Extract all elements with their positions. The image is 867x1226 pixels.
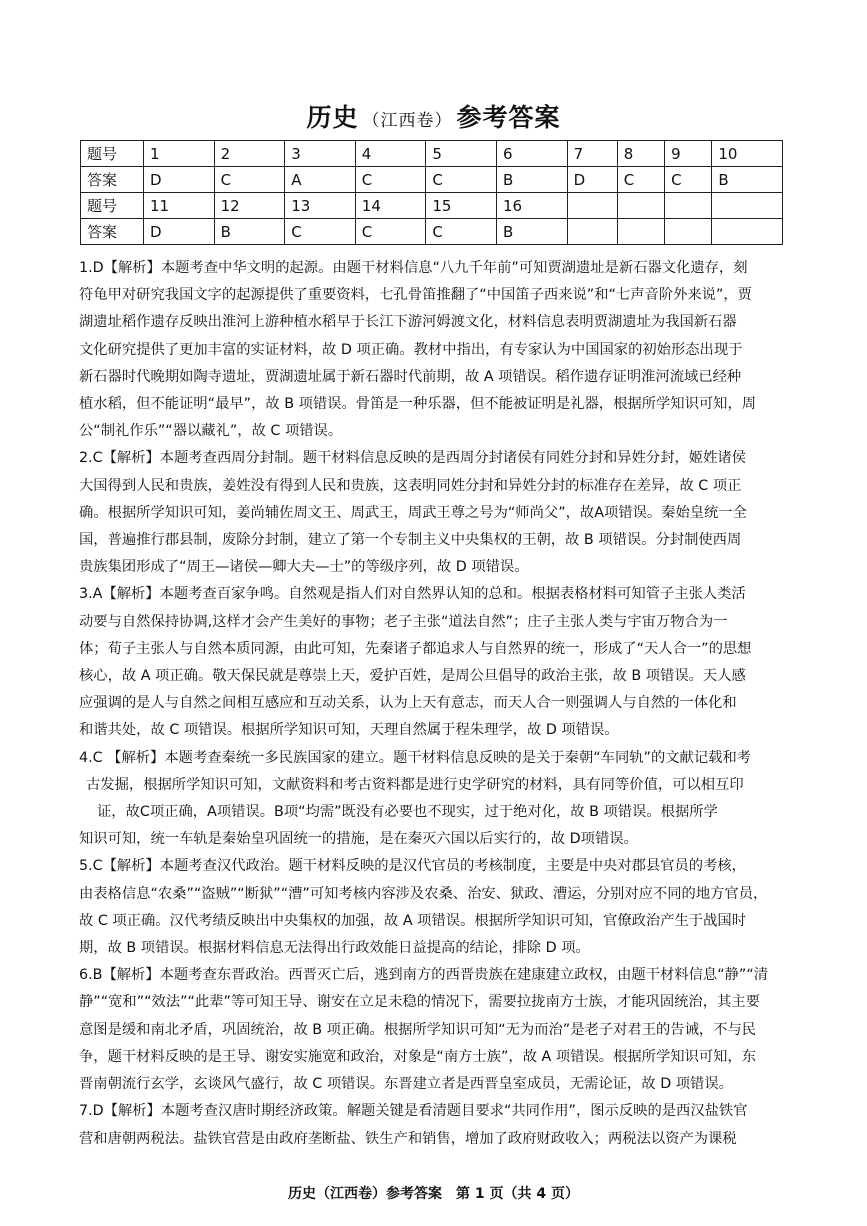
explanation-item xyxy=(79,1098,791,1152)
explanation-line: 2.C【解析】本题考查西周分封制。题干材料信息反映的是西周分封诸侯有同姓分封和异姓分封，姬姓诸侯 xyxy=(79,450,746,467)
answer-cell: 8 xyxy=(617,141,664,167)
explanation-line: 静”“宽和”“效法”“此辈”等可知王导、谢安在立足未稳的情况下，需要拉拢南方士族，才能巩固统治，其主要 xyxy=(79,994,760,1011)
answer-cell: 10 xyxy=(712,141,783,167)
title-sub: （江西卷） xyxy=(362,111,453,131)
explanation-item xyxy=(79,745,791,854)
explanation-line: 古发掘，根据所学知识可知，文献资料和考古资料都是进行史学研究的材料，具有同等价值，可以相互印 xyxy=(86,776,744,793)
answer-cell: 2 xyxy=(214,141,285,167)
answer-cell: D xyxy=(144,219,215,245)
explanation-line: 5.C【解析】本题考查汉代政治。题干材料反映的是汉代官员的考核制度，主要是中央对郡县官员的考核， xyxy=(79,858,746,875)
explanation-line: 贵族集团形成了“周王—诸侯—卿大夫—士”的等级序列，故 D 项错误。 xyxy=(79,559,529,576)
answer-cell: 5 xyxy=(426,141,497,167)
explanation-line: 营和唐朝两税法。盐铁官营是由政府垄断盐、铁生产和销售，增加了政府财政收入；两税法以资产为课税 xyxy=(79,1130,737,1147)
explanation-line: 3.A【解析】本题考查百家争鸣。自然观是指人们对自然界认知的总和。根据表格材料可知管子主张人类活 xyxy=(79,586,746,603)
answer-cell: 1 xyxy=(144,141,215,167)
explanation-line: 体；荀子主张人与自然本质同源，由此可知，先秦诸子都追求人与自然界的统一，形成了“天人合一”的思想 xyxy=(79,640,752,657)
answer-cell: D xyxy=(144,167,215,193)
answer-cell: C xyxy=(426,167,497,193)
answer-cell: 3 xyxy=(285,141,356,167)
answer-cell: 6 xyxy=(496,141,567,167)
answer-cell: A xyxy=(285,167,356,193)
answer-cell: 4 xyxy=(355,141,426,167)
answer-table xyxy=(80,140,783,245)
answer-cell: 11 xyxy=(144,193,215,219)
answer-cell: C xyxy=(355,167,426,193)
answer-table-row xyxy=(81,167,783,193)
row-header-cell: 题号 xyxy=(81,141,144,167)
page-footer: 历史（江西卷）参考答案 第 1 页（共 4 页） xyxy=(288,1186,579,1202)
answer-cell xyxy=(617,219,664,245)
answer-cell xyxy=(712,193,783,219)
explanation-line: 争，题干材料反映的是王导、谢安实施宽和政治，对象是“南方士族”，故 A 项错误。根据所学知识可知，东 xyxy=(79,1048,757,1065)
answer-cell xyxy=(567,219,617,245)
row-header-cell: 答案 xyxy=(81,167,144,193)
answer-cell: C xyxy=(665,167,712,193)
explanation-line: 意图是缓和南北矛盾，巩固统治，故 B 项正确。根据所学知识可知“无为而治”是老子对君王的告诫，不与民 xyxy=(79,1021,757,1038)
explanation-line: 6.B【解析】本题考查东晋政治。西晋灭亡后，逃到南方的西晋贵族在建康建立政权，由题干材料信息“静”“清 xyxy=(79,967,769,984)
title-main: 历史 xyxy=(306,103,359,132)
explanation-line: 应强调的是人与自然之间相互感应和互动关系，认为上天有意志，而天人合一则强调人与自然的一体化和 xyxy=(79,695,737,712)
explanation-line: 证，故C项正确，A项错误。B项“均需”既没有必要也不现实，过于绝对化，故 B 项错误。根据所学 xyxy=(97,804,718,821)
answer-cell: B xyxy=(496,219,567,245)
explanation-line: 文化研究提供了更加丰富的实证材料，故 D 项正确。教材中指出，有专家认为中国国家的初始形态出现于 xyxy=(79,341,743,358)
page-title xyxy=(0,98,867,134)
explanation-line: 知识可知，统一车轨是秦始皇巩固统一的措施，是在秦灭六国以后实行的，故 D项错误。 xyxy=(79,831,638,848)
explanation-line: 1.D【解析】本题考查中华文明的起源。由题干材料信息“八九千年前”可知贾湖遗址是新石器文化遗存，刻 xyxy=(79,260,748,276)
answer-cell: D xyxy=(567,167,617,193)
explanation-item xyxy=(79,962,791,1098)
answer-cell xyxy=(665,219,712,245)
answer-cell: C xyxy=(355,219,426,245)
explanation-line: 植水稻，但不能证明“最早”，故 B 项错误。骨笛是一种乐器，但不能被证明是礼器，根据所学知识可知，周 xyxy=(79,396,757,413)
explanation-line: 和谐共处，故 C 项错误。根据所学知识可知，天理自然属于程朱理学，故 D 项错误。 xyxy=(79,722,619,739)
answer-cell: 12 xyxy=(214,193,285,219)
explanation-line: 国，普遍推行郡县制，废除分封制，建立了第一个专制主义中央集权的王朝，故 B 项错误。分封制使西周 xyxy=(79,532,742,549)
answer-cell: 13 xyxy=(285,193,356,219)
explanation-item xyxy=(79,853,791,962)
answer-cell: C xyxy=(617,167,664,193)
answer-cell: C xyxy=(214,167,285,193)
explanation-item xyxy=(79,581,791,744)
answer-cell: B xyxy=(712,167,783,193)
answer-cell: B xyxy=(496,167,567,193)
answer-cell xyxy=(567,193,617,219)
answer-cell xyxy=(712,219,783,245)
explanation-line: 期，故 B 项错误。根据材料信息无法得出行政效能日益提高的结论，排除 D 项。 xyxy=(79,940,590,957)
answer-cell: C xyxy=(426,219,497,245)
explanation-line: 确。根据所学知识可知，姜尚辅佐周文王、周武王，周武王尊之号为“师尚父”，故A项错误。秦始皇统一全 xyxy=(79,504,747,521)
answer-cell: 7 xyxy=(567,141,617,167)
answer-table-row xyxy=(81,219,783,245)
explanation-line: 故 C 项正确。汉代考绩反映出中央集权的加强，故 A 项错误。根据所学知识可知，官僚政治产生于战国时 xyxy=(79,912,746,929)
row-header-cell: 答案 xyxy=(81,219,144,245)
explanation-item xyxy=(79,445,791,581)
explanation-line: 湖遗址稻作遗存反映出淮河上游种植水稻早于长江下游河姆渡文化，材料信息表明贾湖遗址为我国新石器 xyxy=(79,314,737,331)
explanation-line: 大国得到人民和贵族，姜姓没有得到人民和贵族，这表明同姓分封和异姓分封的标准存在差异，故 C 项正 xyxy=(79,477,742,494)
answer-cell: B xyxy=(214,219,285,245)
explanation-line: 7.D【解析】本题考查汉唐时期经济政策。解题关键是看清题目要求“共同作用”，图示反映的是西汉盐铁官 xyxy=(79,1103,748,1120)
answer-cell xyxy=(665,193,712,219)
explanation-line: 公“制礼作乐”“器以藏礼”，故 C 项错误。 xyxy=(79,423,343,440)
row-header-cell: 题号 xyxy=(81,193,144,219)
explanation-line: 核心，故 A 项正确。敬天保民就是尊崇上天，爱护百姓，是周公旦倡导的政治主张，故 B 项错误。天人感 xyxy=(79,668,746,685)
title-tail: 参考答案 xyxy=(456,103,561,132)
answer-cell: 16 xyxy=(496,193,567,219)
answer-cell: 9 xyxy=(665,141,712,167)
explanation-line: 动要与自然保持协调,这样才会产生美好的事物；老子主张“道法自然”；庄子主张人类与宇宙万物合为一 xyxy=(79,613,728,630)
answer-cell: 15 xyxy=(426,193,497,219)
answer-cell: C xyxy=(285,219,356,245)
answer-cell xyxy=(617,193,664,219)
answer-cell: 14 xyxy=(355,193,426,219)
explanation-line: 新石器时代晚期如陶寺遗址，贾湖遗址属于新石器时代前期，故 A 项错误。稻作遗存证明淮河流域已经种 xyxy=(79,368,742,385)
explanation-line: 晋南朝流行玄学，玄谈风气盛行，故 C 项错误。东晋建立者是西晋皇室成员，无需论证，故 D 项错误。 xyxy=(79,1076,733,1093)
answer-table-row xyxy=(81,193,783,219)
explanation-line: 符龟甲对研究我国文字的起源提供了重要资料，七孔骨笛推翻了“中国笛子西来说”和“七声音阶外来说”，贾 xyxy=(79,287,752,304)
answer-table-row xyxy=(81,141,783,167)
explanation-line: 由表格信息“农桑”“盗贼”“断狱”“漕”可知考核内容涉及农桑、治安、狱政、漕运，分别对应不同的地方官员， xyxy=(79,885,768,902)
explanations xyxy=(79,255,791,1153)
explanation-item xyxy=(79,255,791,445)
explanation-line: 4.C 【解析】本题考查秦统一多民族国家的建立。题干材料信息反映的是关于秦朝“车同轨”的文献记载和考 xyxy=(79,749,752,766)
